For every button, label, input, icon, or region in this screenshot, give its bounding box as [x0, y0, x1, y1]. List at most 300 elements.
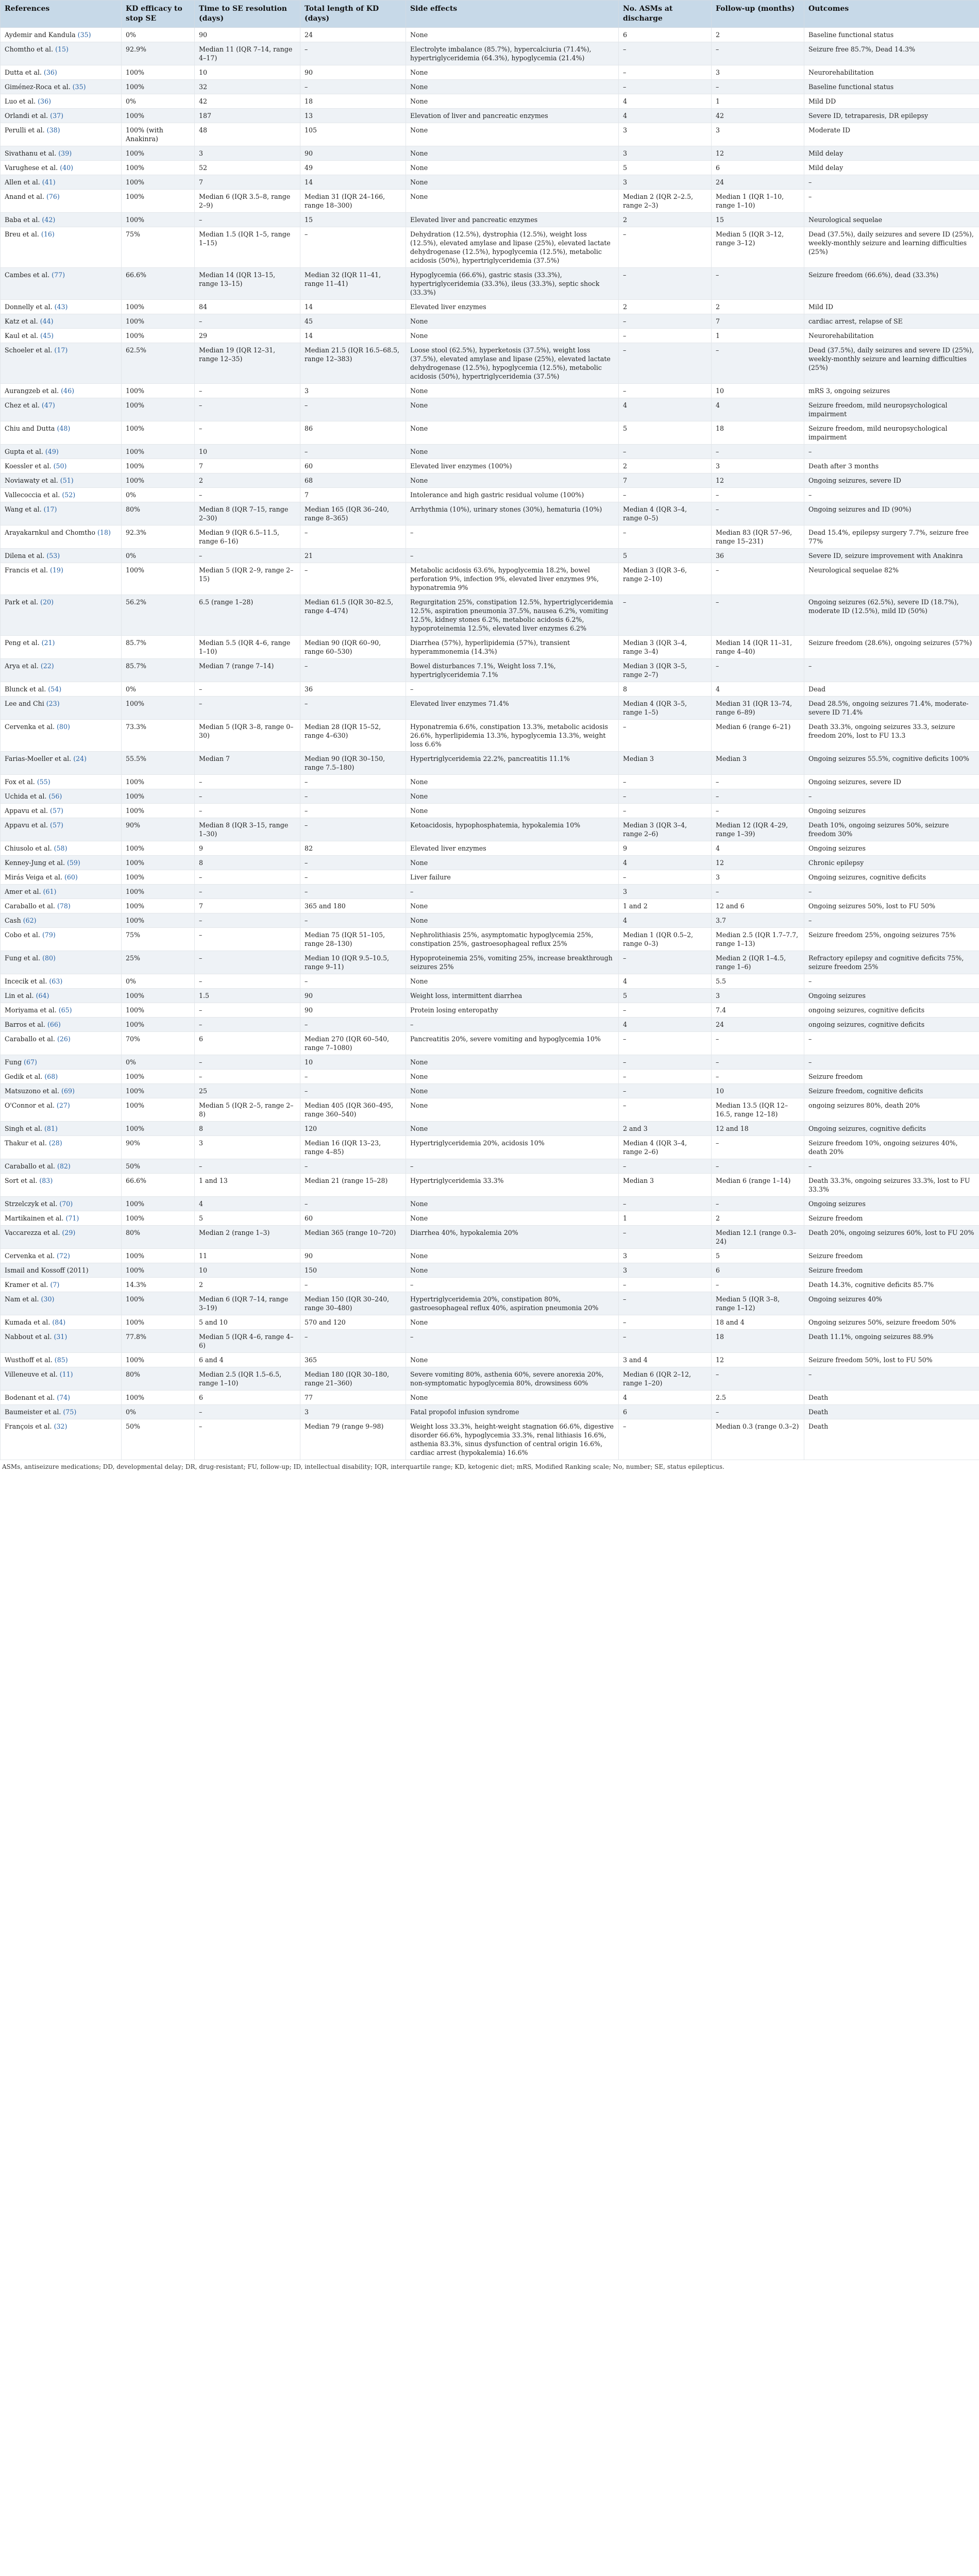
time-to-resolution-cell: – [195, 1055, 300, 1069]
reference-author: Amer et al. [5, 887, 41, 895]
outcomes-cell: – [804, 189, 979, 212]
kd-efficacy-cell: 100% [122, 175, 195, 189]
reference-citation-link[interactable]: (53) [46, 551, 60, 560]
follow-up-cell: 5.5 [712, 974, 804, 988]
reference-citation-link[interactable]: (54) [48, 685, 62, 693]
reference-cell [1, 1196, 122, 1211]
reference-cell [1, 487, 122, 502]
kd-length-cell: 68 [300, 473, 406, 487]
kd-length-cell: Median 61.5 (IQR 30–82.5, range 4–474) [300, 595, 406, 635]
follow-up-cell: – [712, 487, 804, 502]
time-to-resolution-cell: Median 19 (IQR 12–31, range 12–35) [195, 343, 300, 383]
follow-up-cell: 2 [712, 299, 804, 314]
side-effects-cell: Diarrhea 40%, hypokalemia 20% [406, 1225, 619, 1248]
time-to-resolution-cell: 2 [195, 473, 300, 487]
kd-length-cell: Median 32 (IQR 11–41, range 11–41) [300, 267, 406, 299]
kd-length-cell: – [300, 774, 406, 789]
reference-cell [1, 42, 122, 65]
follow-up-cell: 3 [712, 459, 804, 473]
kd-length-cell: – [300, 1277, 406, 1292]
time-to-resolution-cell: 5 [195, 1211, 300, 1225]
reference-citation-link[interactable]: (59) [66, 858, 80, 867]
reference-citation-link[interactable]: (15) [55, 45, 69, 53]
reference-citation-link[interactable]: (32) [54, 1422, 67, 1430]
time-to-resolution-cell: Median 5.5 (IQR 4–6, range 1–10) [195, 635, 300, 658]
time-to-resolution-cell: Median 11 (IQR 7–14, range 4–17) [195, 42, 300, 65]
reference-author: Caraballo et al. [5, 1035, 55, 1043]
kd-efficacy-cell: 66.6% [122, 267, 195, 299]
outcomes-cell: Ongoing seizures, cognitive deficits [804, 1121, 979, 1136]
reference-author: Park et al. [5, 598, 39, 606]
kd-length-cell: – [300, 1196, 406, 1211]
reference-citation-link[interactable]: (84) [52, 1318, 66, 1326]
time-to-resolution-cell: 84 [195, 299, 300, 314]
column-header: Time to SE resolution (days) [195, 1, 300, 28]
outcomes-cell: Seizure free 85.7%, Dead 14.3% [804, 42, 979, 65]
outcomes-cell: Ongoing seizures 40% [804, 1292, 979, 1315]
reference-author: Peng et al. [5, 638, 40, 647]
reference-citation-link[interactable]: (67) [24, 1058, 37, 1066]
kd-efficacy-cell: 66.6% [122, 1173, 195, 1196]
reference-citation-link[interactable]: (77) [52, 270, 65, 279]
side-effects-cell: Metabolic acidosis 63.6%, hypoglycemia 18.2%, bowel perforation 9%, infection 9%, elevated liver enzymes 9%, hyponatremia 9% [406, 563, 619, 595]
reference-cell [1, 146, 122, 160]
kd-length-cell: Median 90 (IQR 60–90, range 60–530) [300, 635, 406, 658]
reference-cell [1, 1069, 122, 1083]
kd-efficacy-cell: 100% [122, 1315, 195, 1329]
reference-citation-link[interactable]: (60) [64, 873, 78, 881]
reference-author: Donnelly et al. [5, 302, 53, 311]
outcomes-cell: Death 10%, ongoing seizures 50%, seizure freedom 30% [804, 818, 979, 841]
outcomes-cell: – [804, 658, 979, 682]
asm-count-cell: Median 1 (IQR 0.5–2, range 0–3) [619, 927, 712, 951]
reference-citation-link[interactable]: (27) [56, 1101, 70, 1109]
kd-efficacy-cell: 70% [122, 1031, 195, 1055]
reference-author: Orlandi et al. [5, 111, 48, 120]
follow-up-cell: Median 12.1 (range 0.3–24) [712, 1225, 804, 1248]
asm-count-cell: 4 [619, 974, 712, 988]
reference-citation-link[interactable]: (46) [61, 386, 74, 395]
asm-count-cell: Median 3 [619, 751, 712, 774]
side-effects-cell: Loose stool (62.5%), hyperketosis (37.5%), weight loss (37.5%), elevated amylase and lipase (25%), elevated lactate dehydrogenase (12.5%), hypoglycemia (12.5%), metabolic acidosis (50%), hypertriglyceridemia (37.5%) [406, 343, 619, 383]
reference-citation-link[interactable]: (20) [40, 598, 54, 606]
reference-citation-link[interactable]: (64) [36, 991, 49, 999]
side-effects-cell: None [406, 383, 619, 398]
follow-up-cell: 1 [712, 94, 804, 108]
outcomes-cell: – [804, 1367, 979, 1390]
reference-citation-link[interactable]: (35) [77, 30, 91, 39]
reference-citation-link[interactable]: (39) [58, 149, 72, 157]
column-header: KD efficacy to stop SE [122, 1, 195, 28]
asm-count-cell: Median 2 (IQR 2–2.5, range 2–3) [619, 189, 712, 212]
kd-length-cell: – [300, 227, 406, 267]
kd-length-cell: – [300, 1069, 406, 1083]
side-effects-cell: None [406, 899, 619, 913]
follow-up-cell: 3.7 [712, 913, 804, 927]
reference-citation-link[interactable]: (81) [44, 1124, 58, 1132]
reference-citation-link[interactable]: (68) [44, 1072, 58, 1080]
reference-citation-link[interactable]: (80) [42, 954, 56, 962]
asm-count-cell: 4 [619, 855, 712, 870]
outcomes-cell: Seizure freedom (28.6%), ongoing seizures (57%) [804, 635, 979, 658]
reference-citation-link[interactable]: (22) [40, 662, 54, 670]
reference-citation-link[interactable]: (74) [57, 1393, 71, 1401]
reference-cell [1, 108, 122, 123]
reference-cell [1, 913, 122, 927]
kd-length-cell: – [300, 803, 406, 818]
reference-author: Nam et al. [5, 1295, 39, 1303]
reference-citation-link[interactable]: (36) [43, 68, 57, 76]
time-to-resolution-cell: 6 [195, 1390, 300, 1404]
follow-up-cell: 4 [712, 682, 804, 696]
table-row [1, 1003, 979, 1017]
reference-citation-link[interactable]: (65) [58, 1006, 72, 1014]
reference-citation-link[interactable]: (18) [97, 528, 111, 536]
asm-count-cell: 4 [619, 913, 712, 927]
time-to-resolution-cell: – [195, 398, 300, 421]
reference-citation-link[interactable]: (40) [60, 163, 74, 172]
reference-author: Aurangzeb et al. [5, 386, 59, 395]
side-effects-cell: Elevated liver and pancreatic enzymes [406, 212, 619, 227]
reference-citation-link[interactable]: (7) [50, 1280, 60, 1289]
reference-citation-link[interactable]: (55) [37, 777, 50, 786]
side-effects-cell: None [406, 1263, 619, 1277]
asm-count-cell: 5 [619, 421, 712, 444]
table-row [1, 1263, 979, 1277]
reference-citation-link[interactable]: (50) [53, 462, 67, 470]
reference-citation-link[interactable]: (11) [59, 1370, 73, 1378]
reference-citation-link[interactable]: (17) [43, 505, 57, 513]
kd-length-cell: 365 [300, 1352, 406, 1367]
table-row [1, 696, 979, 719]
reference-citation-link[interactable]: (57) [50, 821, 63, 829]
kd-length-cell: 49 [300, 160, 406, 175]
reference-cell [1, 774, 122, 789]
reference-cell [1, 1098, 122, 1121]
reference-citation-link[interactable]: (76) [46, 192, 60, 200]
reference-citation-link[interactable]: (62) [23, 916, 37, 924]
time-to-resolution-cell: – [195, 314, 300, 328]
time-to-resolution-cell: – [195, 1419, 300, 1460]
time-to-resolution-cell: 42 [195, 94, 300, 108]
column-header: Side effects [406, 1, 619, 28]
side-effects-cell: Hypoglycemia (66.6%), gastric stasis (33.3%), hypertriglyceridemia (33.3%), ileus (33.3%), septic shock (33.3%) [406, 267, 619, 299]
kd-efficacy-cell: 100% [122, 803, 195, 818]
asm-count-cell: 2 [619, 299, 712, 314]
reference-citation-link[interactable]: (48) [57, 424, 71, 432]
table-footnote: ASMs, antiseizure medications; DD, developmental delay; DR, drug-resistant; FU, follow-up; ID, intellectual disability; IQR, interquartile range; KD, ketogenic diet; mRS, Modified Ranking scale; No, number; SE, status epilepticus. [2, 1463, 724, 1470]
kd-length-cell: 15 [300, 212, 406, 227]
column-header: Outcomes [804, 1, 979, 28]
reference-cell [1, 502, 122, 525]
reference-cell [1, 870, 122, 884]
kd-efficacy-cell: 25% [122, 951, 195, 974]
asm-count-cell: – [619, 444, 712, 459]
outcomes-cell: mRS 3, ongoing seizures [804, 383, 979, 398]
kd-efficacy-cell: 100% [122, 1121, 195, 1136]
reference-cell [1, 1329, 122, 1352]
reference-citation-link[interactable]: (37) [50, 111, 64, 120]
reference-citation-link[interactable]: (52) [62, 490, 76, 499]
reference-cell [1, 65, 122, 79]
reference-citation-link[interactable]: (42) [42, 215, 56, 224]
reference-citation-link[interactable]: (28) [48, 1139, 62, 1147]
outcomes-cell: Dead [804, 682, 979, 696]
kd-length-cell: 90 [300, 1248, 406, 1263]
reference-author: Francis et al. [5, 566, 48, 574]
reference-citation-link[interactable]: (38) [46, 126, 60, 134]
side-effects-cell: None [406, 774, 619, 789]
reference-cell [1, 473, 122, 487]
reference-citation-link[interactable]: (69) [61, 1087, 75, 1095]
reference-citation-link[interactable]: (17) [54, 346, 68, 354]
time-to-resolution-cell: 6 and 4 [195, 1352, 300, 1367]
reference-citation-link[interactable]: (30) [41, 1295, 55, 1303]
kd-efficacy-cell: 100% [122, 146, 195, 160]
table-row [1, 487, 979, 502]
reference-citation-link[interactable]: (35) [72, 82, 86, 91]
reference-author: Breu et al. [5, 230, 39, 238]
follow-up-cell: – [712, 1196, 804, 1211]
reference-citation-link[interactable]: (41) [42, 178, 56, 186]
reference-cell [1, 1031, 122, 1055]
table-row [1, 719, 979, 751]
reference-citation-link[interactable]: (19) [50, 566, 63, 574]
time-to-resolution-cell: 7 [195, 899, 300, 913]
reference-cell [1, 789, 122, 803]
follow-up-cell: – [712, 803, 804, 818]
kd-efficacy-cell: 100% [122, 774, 195, 789]
reference-citation-link[interactable]: (21) [41, 638, 55, 647]
reference-cell [1, 658, 122, 682]
side-effects-cell: None [406, 94, 619, 108]
table-row [1, 899, 979, 913]
reference-citation-link[interactable]: (47) [41, 401, 55, 409]
reference-cell [1, 841, 122, 855]
kd-efficacy-cell: 85.7% [122, 635, 195, 658]
side-effects-cell: None [406, 65, 619, 79]
reference-citation-link[interactable]: (23) [46, 699, 60, 707]
asm-count-cell: – [619, 1055, 712, 1069]
follow-up-cell: 5 [712, 1248, 804, 1263]
reference-citation-link[interactable]: (26) [57, 1035, 71, 1043]
outcomes-cell: Ongoing seizures 50%, seizure freedom 50% [804, 1315, 979, 1329]
kd-length-cell: 18 [300, 94, 406, 108]
table-row [1, 1352, 979, 1367]
follow-up-cell: 42 [712, 108, 804, 123]
side-effects-cell: Diarrhea (57%), hyperlipidemia (57%), transient hyperammonemia (14.3%) [406, 635, 619, 658]
kd-length-cell: – [300, 444, 406, 459]
follow-up-cell: Median 13.5 (IQR 12–16.5, range 12–18) [712, 1098, 804, 1121]
kd-efficacy-cell: 100% [122, 1083, 195, 1098]
table-row [1, 751, 979, 774]
asm-count-cell: – [619, 487, 712, 502]
kd-length-cell: 90 [300, 65, 406, 79]
outcomes-cell: Neurorehabilitation [804, 65, 979, 79]
reference-citation-link[interactable]: (36) [38, 97, 51, 105]
kd-efficacy-cell: 14.3% [122, 1277, 195, 1292]
table-row [1, 343, 979, 383]
reference-cell [1, 1055, 122, 1069]
follow-up-cell: Median 6 (range 1–14) [712, 1173, 804, 1196]
follow-up-cell: – [712, 42, 804, 65]
reference-author: Cash [5, 916, 21, 924]
reference-citation-link[interactable]: (24) [73, 754, 87, 762]
follow-up-cell: 18 [712, 421, 804, 444]
reference-author: Kumada et al. [5, 1318, 50, 1326]
kd-length-cell: – [300, 884, 406, 899]
outcomes-cell: – [804, 789, 979, 803]
follow-up-cell: 7.4 [712, 1003, 804, 1017]
reference-citation-link[interactable]: (72) [57, 1251, 70, 1260]
reference-citation-link[interactable]: (51) [60, 476, 74, 484]
asm-count-cell: 9 [619, 841, 712, 855]
reference-cell [1, 1352, 122, 1367]
reference-citation-link[interactable]: (80) [57, 722, 70, 731]
reference-citation-link[interactable]: (85) [54, 1355, 68, 1364]
table-row [1, 1292, 979, 1315]
side-effects-cell: None [406, 1390, 619, 1404]
outcomes-cell: Dead 15.4%, epilepsy surgery 7.7%, seizure free 77% [804, 525, 979, 548]
outcomes-cell: Ongoing seizures 50%, lost to FU 50% [804, 899, 979, 913]
column-header: Follow-up (months) [712, 1, 804, 28]
reference-cell [1, 1159, 122, 1173]
side-effects-cell: None [406, 444, 619, 459]
reference-citation-link[interactable]: (75) [63, 1408, 77, 1416]
kd-length-cell: – [300, 974, 406, 988]
side-effects-cell: None [406, 1121, 619, 1136]
kd-length-cell: Median 75 (IQR 51–105, range 28–130) [300, 927, 406, 951]
outcomes-cell: Ongoing seizures, cognitive deficits [804, 870, 979, 884]
kd-efficacy-cell: 0% [122, 487, 195, 502]
follow-up-cell: – [712, 79, 804, 94]
side-effects-cell: None [406, 1083, 619, 1098]
side-effects-cell: Electrolyte imbalance (85.7%), hypercalciuria (71.4%), hypertriglyceridemia (64.3%), hypoglycemia (21.4%) [406, 42, 619, 65]
time-to-resolution-cell: 48 [195, 123, 300, 146]
follow-up-cell: – [712, 595, 804, 635]
reference-citation-link[interactable]: (63) [49, 977, 63, 985]
follow-up-cell: – [712, 884, 804, 899]
follow-up-cell: Median 6 (range 6–21) [712, 719, 804, 751]
reference-author: Appavu et al. [5, 821, 48, 829]
reference-citation-link[interactable]: (61) [43, 887, 57, 895]
outcomes-cell: Refractory epilepsy and cognitive deficits 75%, seizure freedom 25% [804, 951, 979, 974]
kd-length-cell: Median 405 (IQR 360–495, range 360–540) [300, 1098, 406, 1121]
outcomes-cell: Dead 28.5%, ongoing seizures 71.4%, moderate-severe ID 71.4% [804, 696, 979, 719]
reference-citation-link[interactable]: (29) [62, 1228, 76, 1236]
reference-author: Cambes et al. [5, 270, 50, 279]
kd-length-cell: 105 [300, 123, 406, 146]
reference-citation-link[interactable]: (79) [42, 930, 56, 939]
outcomes-cell: Ongoing seizures and ID (90%) [804, 502, 979, 525]
reference-author: Vallecoccia et al. [5, 490, 60, 499]
reference-citation-link[interactable]: (49) [45, 447, 59, 455]
time-to-resolution-cell: 90 [195, 27, 300, 42]
asm-count-cell: 2 [619, 459, 712, 473]
time-to-resolution-cell: – [195, 421, 300, 444]
outcomes-cell: – [804, 444, 979, 459]
reference-cell [1, 212, 122, 227]
reference-citation-link[interactable]: (70) [59, 1199, 73, 1208]
table-row [1, 855, 979, 870]
table-row [1, 1017, 979, 1031]
reference-citation-link[interactable]: (66) [47, 1020, 61, 1028]
asm-count-cell: 5 [619, 160, 712, 175]
side-effects-cell: Weight loss, intermittent diarrhea [406, 988, 619, 1003]
table-row [1, 42, 979, 65]
asm-count-cell: Median 3 [619, 1173, 712, 1196]
time-to-resolution-cell: – [195, 212, 300, 227]
time-to-resolution-cell: – [195, 870, 300, 884]
follow-up-cell: – [712, 789, 804, 803]
outcomes-cell: Moderate ID [804, 123, 979, 146]
side-effects-cell: None [406, 913, 619, 927]
reference-citation-link[interactable]: (31) [54, 1332, 67, 1341]
reference-citation-link[interactable]: (83) [39, 1176, 53, 1184]
time-to-resolution-cell: – [195, 789, 300, 803]
time-to-resolution-cell: – [195, 383, 300, 398]
reference-citation-link[interactable]: (44) [40, 317, 54, 325]
asm-count-cell: 2 and 3 [619, 1121, 712, 1136]
asm-count-cell: 6 [619, 1404, 712, 1419]
time-to-resolution-cell: Median 14 (IQR 13–15, range 13–15) [195, 267, 300, 299]
kd-length-cell: Median 365 (range 10–720) [300, 1225, 406, 1248]
side-effects-cell: – [406, 682, 619, 696]
reference-citation-link[interactable]: (58) [54, 844, 67, 852]
side-effects-cell: Hypertriglyceridemia 20%, constipation 80%, gastroesophageal reflux 40%, aspiration pneumonia 20% [406, 1292, 619, 1315]
outcomes-cell: – [804, 1055, 979, 1069]
reference-citation-link[interactable]: (45) [40, 331, 54, 340]
reference-author: Fung [5, 1058, 22, 1066]
time-to-resolution-cell: 10 [195, 444, 300, 459]
reference-citation-link[interactable]: (43) [54, 302, 68, 311]
reference-author: Baumeister et al. [5, 1408, 61, 1416]
follow-up-cell: 3 [712, 123, 804, 146]
reference-cell [1, 94, 122, 108]
reference-citation-link[interactable]: (56) [48, 792, 62, 800]
asm-count-cell: – [619, 1196, 712, 1211]
kd-length-cell: 120 [300, 1121, 406, 1136]
follow-up-cell: Median 12 (IQR 4–29, range 1–39) [712, 818, 804, 841]
reference-citation-link[interactable]: (78) [57, 902, 71, 910]
kd-efficacy-cell: 85.7% [122, 658, 195, 682]
reference-citation-link[interactable]: (57) [50, 806, 63, 815]
asm-count-cell: – [619, 1083, 712, 1098]
kd-length-cell: Median 28 (IQR 15–52, range 4–630) [300, 719, 406, 751]
reference-cell [1, 818, 122, 841]
asm-count-cell: 3 [619, 146, 712, 160]
reference-author: Chiu and Dutta [5, 424, 55, 432]
follow-up-cell: 2.5 [712, 1390, 804, 1404]
reference-cell [1, 1248, 122, 1263]
table-row [1, 79, 979, 94]
side-effects-cell: – [406, 1329, 619, 1352]
side-effects-cell: None [406, 803, 619, 818]
reference-author: Varughese et al. [5, 163, 58, 172]
table-row [1, 1315, 979, 1329]
follow-up-cell: – [712, 563, 804, 595]
asm-count-cell: – [619, 1159, 712, 1173]
reference-citation-link[interactable]: (71) [65, 1214, 79, 1222]
time-to-resolution-cell: 1.5 [195, 988, 300, 1003]
asm-count-cell: Median 3 (IQR 3–4, range 3–4) [619, 635, 712, 658]
follow-up-cell: 12 and 6 [712, 899, 804, 913]
reference-citation-link[interactable]: (16) [41, 230, 55, 238]
asm-count-cell: 4 [619, 108, 712, 123]
reference-citation-link[interactable]: (82) [57, 1162, 71, 1170]
reference-author: Anand et al. [5, 192, 44, 200]
kd-length-cell: – [300, 855, 406, 870]
